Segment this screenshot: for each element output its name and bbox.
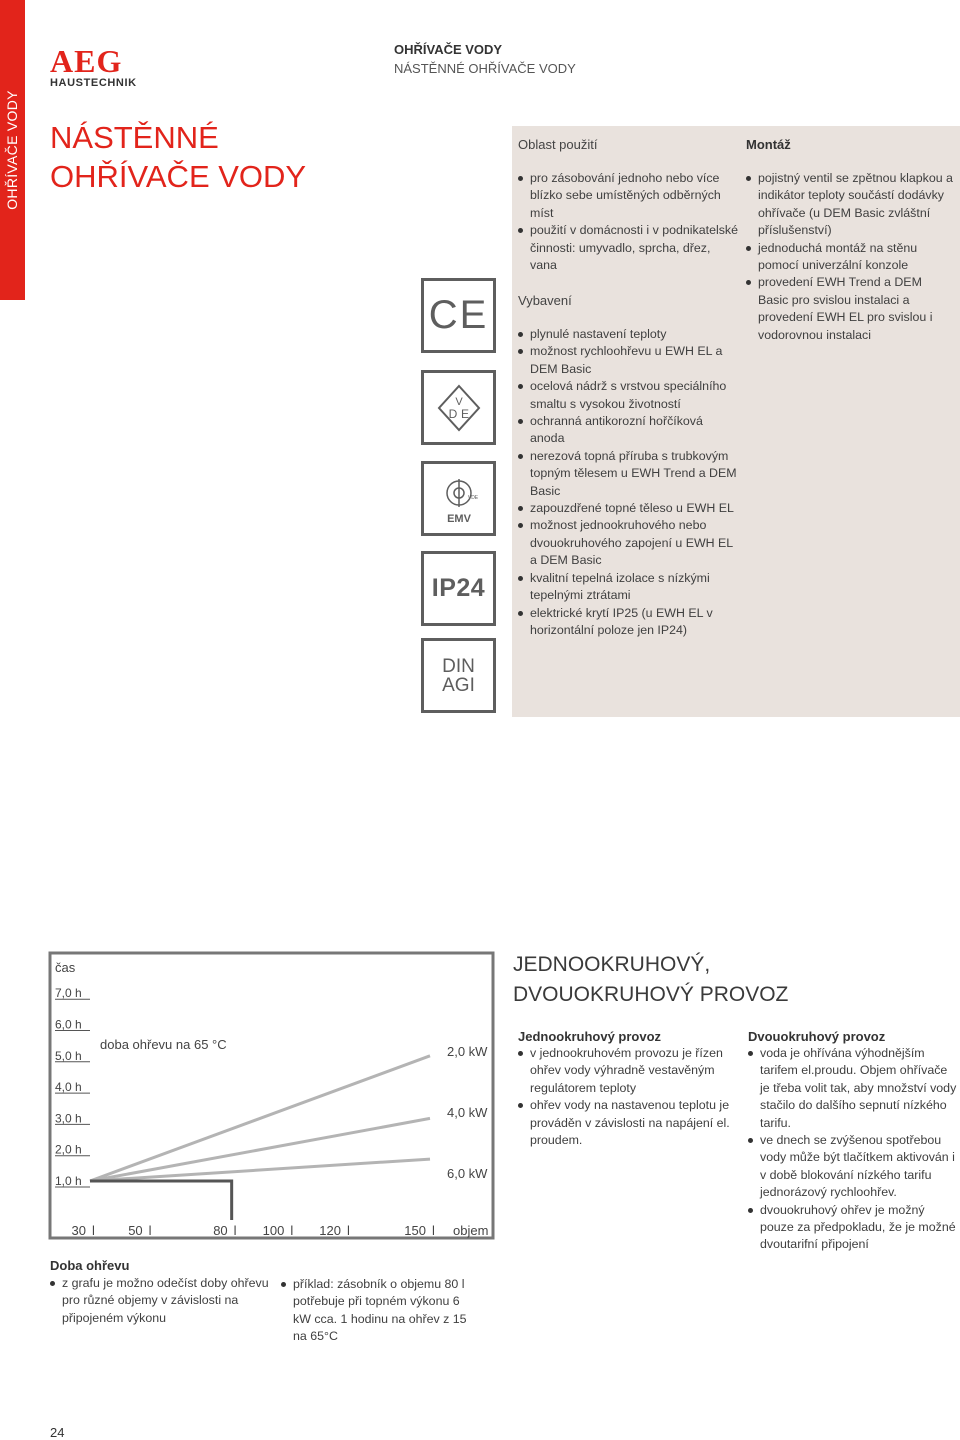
jedno-list [518,1045,734,1149]
emv-symbol-icon [429,469,489,529]
list-item: plynulé nastavení teploty [518,326,738,343]
list-item: v jednookruhovém provozu je řízen ohřev vody výhradně vestavěným regulátorem teploty [518,1045,734,1097]
series-layer [90,1056,430,1181]
jedno-title: Jednookruhový provoz [518,1029,662,1044]
dvou-section [748,1029,958,1254]
x-tick-unit: l [347,1223,350,1238]
y-tick-label: 4,0 h [55,1080,82,1095]
jedno-section [518,1029,734,1149]
y-tick-label: 5,0 h [55,1048,82,1063]
y-tick-label: 7,0 h [55,986,82,1001]
emv-mark-icon [421,461,496,536]
x-tick-unit: l [92,1223,95,1238]
chart-annotation: doba ohřevu na 65 °C [100,1037,227,1052]
list-item: elektrické krytí IP25 (u EWH EL v horizontální poloze jen IP24) [518,605,738,640]
list-item: voda je ohřívána výhodnějším tarifem el.proudu. Objem ohřívače je třeba volit tak, aby množství vody stačilo do dalšího sepnutí nízkého tarifu. [748,1045,958,1132]
list-item: zapouzdřené topné těleso u EWH EL [518,500,738,517]
vybaveni-list [518,326,738,639]
list-item: z grafu je možno odečíst doby ohřevu pro různé objemy v závislosti na připojeném výkonu [50,1275,280,1327]
page-number: 24 [50,1425,65,1440]
sidebar-tab [0,0,25,300]
section-title-line2: DVOUOKRUHOVÝ PROVOZ [513,983,789,1006]
x-axis-label: objem [453,1223,489,1238]
page-title-line1: NÁSTĚNNÉ [50,120,219,155]
x-tick-unit: l [233,1223,237,1238]
emv-text: EMV [446,512,471,525]
list-item: použití v domácnosti i v podnikatelské činnosti: umyvadlo, sprcha, dřez, vana [518,222,738,274]
x-tick-label: 120 [319,1223,341,1238]
dvou-list [748,1045,958,1254]
section-title [513,950,788,1010]
ce-mark-icon [421,278,496,353]
montaz-section [746,137,954,344]
dvou-title: Dvouokruhový provoz [748,1029,886,1044]
list-item: příklad: zásobník o objemu 80 l potřebuje při topném výkonu 6 kW cca. 1 hodinu na ohřev z 15 na 65°C [281,1276,481,1346]
list-item: možnost jednookruhového nebo dvouokruhového zapojení u EWH EL a DEM Basic [518,517,738,569]
x-tick-label: 80 [213,1223,228,1238]
doba-list [50,1275,280,1327]
series-line [90,1118,430,1181]
agi-text: AGI [442,674,475,696]
section-title-line1: JEDNOOKRUHOVÝ, [513,953,711,976]
x-axis [72,1223,435,1238]
y-axis [55,986,90,1188]
list-item: ochranná antikorozní hořčíková anoda [518,413,738,448]
doba-example-list [281,1276,481,1346]
x-tick-label: 30 [71,1223,86,1238]
brand-logo: AEG [50,43,123,79]
y-axis-label: čas [55,960,76,975]
doba-section [50,1258,280,1327]
ce-text: CE [428,293,489,337]
vde-d: D [448,406,457,421]
x-tick-unit: l [432,1223,435,1238]
y-tick-label: 3,0 h [55,1111,82,1126]
list-item: jednoduchá montáž na stěnu pomocí univerzální konzole [746,240,954,275]
page-title [50,118,306,196]
series-label-6kw: 6,0 kW [447,1166,488,1181]
doba-title: Doba ohřevu [50,1258,130,1273]
y-tick-label: 1,0 h [55,1174,82,1188]
ip24-mark-icon [421,551,496,626]
heating-time-chart [40,948,500,1248]
din-agi-mark-icon [421,638,496,713]
list-item: možnost rychloohřevu u EWH EL a DEM Basic [518,343,738,378]
list-item: provedení EWH Trend a DEM Basic pro svislou instalaci a provedení EWH EL pro svislou i vodorovnou instalaci [746,274,954,344]
header-subcategory: NÁSTĚNNÉ OHŘÍVAČE VODY [394,61,576,76]
series-label-4kw: 4,0 kW [447,1105,488,1120]
chart-frame [50,953,493,1238]
emv-vde-text: VDE [467,494,478,501]
doba-example [281,1276,481,1346]
y-tick-label: 2,0 h [55,1142,82,1157]
vde-diamond-icon [429,378,489,438]
ip24-text: IP24 [431,574,486,602]
example-reading-line [90,1181,232,1220]
montaz-list [746,170,954,344]
list-item: ohřev vody na nastavenou teplotu je prováděn v závislosti na napájení el. proudem. [518,1097,734,1149]
x-tick-label: 100 [262,1223,285,1238]
x-tick-label: 50 [128,1223,143,1238]
montaz-title: Montáž [746,137,791,152]
din-text: DIN [442,655,475,677]
oblast-list [518,170,738,274]
list-item: dvouokruhový ohřev je možný pouze za předpokladu, že je možné dvoutarifní připojení [748,1202,958,1254]
oblast-title: Oblast použití [518,137,598,152]
page-title-line2: OHŘÍVAČE VODY [50,159,307,194]
list-item: ocelová nádrž s vrstvou speciálního smaltu s vysokou životností [518,378,738,413]
vde-mark-icon [421,370,496,445]
vde-e: E [460,406,469,421]
list-item: nerezová topná příruba s trubkovým topným tělesem u EWH Trend a DEM Basic [518,448,738,500]
vybaveni-section [518,293,738,639]
x-tick-label: 150 [404,1223,426,1238]
y-tick-label: 6,0 h [55,1017,82,1032]
vybaveni-title: Vybavení [518,293,572,308]
sidebar-label: OHŘÍVAČE VODY [4,90,20,210]
x-tick-unit: l [290,1223,294,1238]
list-item: pro zásobování jednoho nebo více blízko sebe umístěných odběrných míst [518,170,738,222]
list-item: pojistný ventil se zpětnou klapkou a indikátor teploty součástí dodávky ohřívače (u DEM Basic zvláštní příslušenství) [746,170,954,240]
list-item: kvalitní tepelná izolace s nízkými tepelnými ztrátami [518,570,738,605]
oblast-section [518,137,738,274]
din-agi-text [442,657,475,695]
list-item: ve dnech se zvýšenou spotřebou vody může být tlačítkem aktivován i v době blokování nízkého tarifu jednorázový rychloohřev. [748,1132,958,1202]
brand-subtitle: HAUSTECHNIK [50,77,137,89]
x-tick-unit: l [148,1223,152,1238]
vde-v: V [454,395,463,408]
header-category: OHŘÍVAČE VODY [394,42,503,57]
series-label-2kw: 2,0 kW [447,1044,488,1059]
